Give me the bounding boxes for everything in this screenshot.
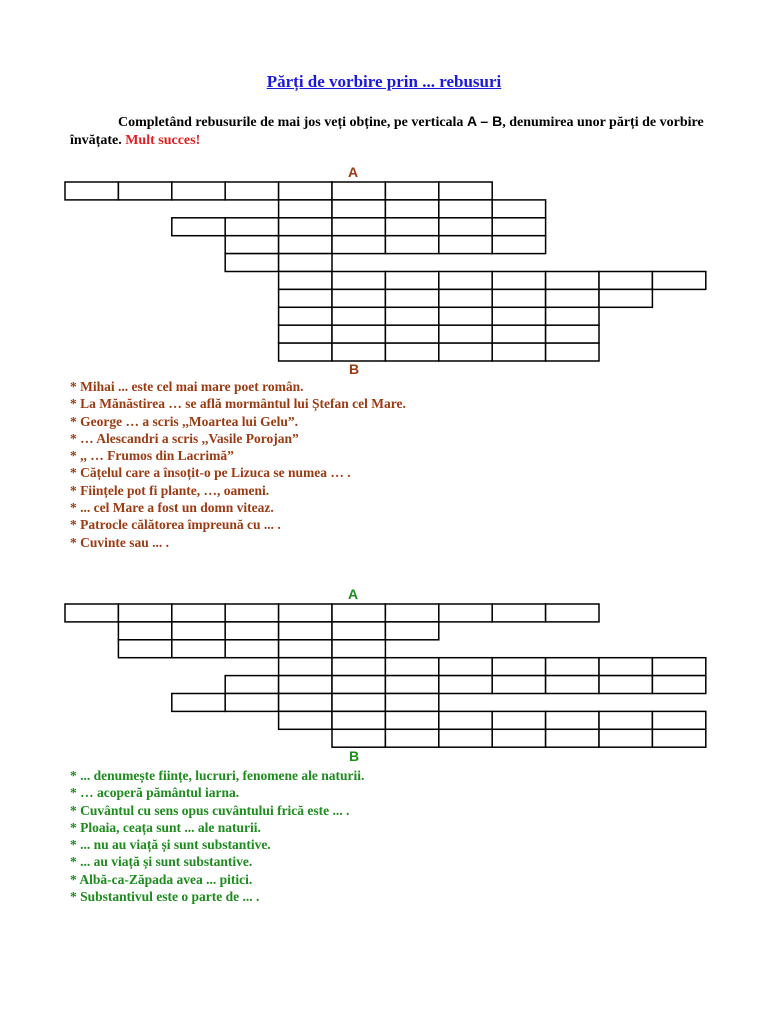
clue-item: * Ploaia, ceața sunt ... ale naturii. [70, 819, 261, 835]
clue-item: * Cuvântul cu sens opus cuvântului frică este ... . [70, 802, 350, 818]
grid-cell[interactable] [546, 658, 599, 676]
grid-cell[interactable] [385, 711, 438, 729]
grid-cell[interactable] [546, 729, 599, 747]
grid-cell[interactable] [225, 640, 278, 658]
puzzle2-label-a: A [348, 586, 359, 602]
grid-cell[interactable] [546, 711, 599, 729]
grid-cell[interactable] [279, 622, 332, 640]
grid-cell[interactable] [225, 604, 278, 622]
clue-item: * … acoperă pământul iarna. [70, 785, 240, 801]
grid-cell[interactable] [279, 711, 332, 729]
grid-cell[interactable] [439, 658, 492, 676]
grid-cell[interactable] [332, 729, 385, 747]
grid-cell[interactable] [652, 676, 705, 694]
clue-item: * Patrocle călătorea împreună cu ... . [70, 517, 281, 533]
grid-cell[interactable] [546, 676, 599, 694]
grid-cell[interactable] [599, 676, 652, 694]
grid-cell[interactable] [492, 711, 545, 729]
grid-cell[interactable] [279, 640, 332, 658]
grid-cell[interactable] [279, 676, 332, 694]
grid-cell[interactable] [65, 604, 118, 622]
clue-item: * ... nu au viață și sunt substantive. [70, 837, 271, 853]
clue-item: * ... denumește ființe, lucruri, fenomene ale naturii. [70, 768, 365, 783]
grid-cell[interactable] [492, 604, 545, 622]
page-title: Părți de vorbire prin ... rebusuri [266, 72, 502, 91]
puzzle1-label-b: B [349, 361, 360, 377]
grid-cell[interactable] [118, 604, 171, 622]
grid-cell[interactable] [599, 711, 652, 729]
encouragement: Mult succes! [125, 133, 201, 148]
grid-cell[interactable] [599, 729, 652, 747]
puzzle2-clues [70, 767, 364, 905]
grid-cell[interactable] [172, 604, 225, 622]
grid-cell[interactable] [385, 694, 438, 712]
grid-cell[interactable] [546, 604, 599, 622]
instructions-text-end: , denumirea unor părți de vorbire învățate. [70, 115, 704, 148]
grid-cell[interactable] [332, 622, 385, 640]
grid-cell[interactable] [439, 711, 492, 729]
clue-item: * … Alescandri a scris ,,Vasile Porojan” [70, 430, 299, 446]
grid-cell[interactable] [599, 658, 652, 676]
clue-item: * Ființele pot fi plante, …, oameni. [70, 482, 270, 498]
grid-cell[interactable] [279, 604, 332, 622]
grid-cell[interactable] [652, 711, 705, 729]
grid-cell[interactable] [385, 604, 438, 622]
grid-cell[interactable] [172, 694, 225, 712]
grid-cell[interactable] [439, 676, 492, 694]
grid-cell[interactable] [652, 658, 705, 676]
clue-item: * Cuvinte sau ... . [70, 534, 170, 550]
grid-cell[interactable] [492, 729, 545, 747]
clue-item: * La Mănăstirea … se află mormântul lui Ștefan cel Mare. [70, 396, 406, 412]
vertical-label: A – B [466, 113, 503, 129]
clue-item: * Substantivul este o parte de ... . [70, 889, 260, 905]
grid-cell[interactable] [332, 694, 385, 712]
clue-item: * ... au viață și sunt substantive. [70, 854, 253, 870]
grid-cell[interactable] [332, 604, 385, 622]
grid-cell[interactable] [385, 729, 438, 747]
grid-cell[interactable] [118, 622, 171, 640]
clue-item: * Mihai ... este cel mai mare poet român. [70, 379, 304, 394]
grid-cell[interactable] [385, 622, 438, 640]
clue-item: * Cățelul care a însoțit-o pe Lizuca se numea … . [70, 465, 351, 481]
clue-item: * Albă-ca-Zăpada avea ... pitici. [70, 871, 253, 887]
grid-cell[interactable] [652, 729, 705, 747]
grid-cell[interactable] [492, 676, 545, 694]
grid-cell[interactable] [332, 658, 385, 676]
puzzle1-label-a: A [348, 164, 359, 180]
grid-cell[interactable] [225, 622, 278, 640]
grid-cell[interactable] [332, 640, 385, 658]
grid-cell[interactable] [439, 604, 492, 622]
grid-cell[interactable] [385, 676, 438, 694]
grid-cell[interactable] [279, 694, 332, 712]
grid-cell[interactable] [279, 658, 332, 676]
clue-item: * George … a scris ,,Moartea lui Gelu”. [70, 413, 298, 429]
puzzle2-label-b: B [349, 748, 360, 764]
grid-cell[interactable] [118, 640, 171, 658]
grid-cell[interactable] [225, 676, 278, 694]
grid-cell[interactable] [332, 676, 385, 694]
grid-cell[interactable] [172, 622, 225, 640]
grid-cell[interactable] [439, 729, 492, 747]
grid-cell[interactable] [492, 658, 545, 676]
grid-cell[interactable] [332, 711, 385, 729]
instructions-text: Completând rebusurile de mai jos veți obține, pe verticala [118, 115, 464, 130]
grid-cell[interactable] [172, 640, 225, 658]
clue-item: * ,, … Frumos din Lacrimă” [70, 448, 234, 464]
clue-item: * ... cel Mare a fost un domn viteaz. [70, 500, 274, 516]
grid-cell[interactable] [385, 658, 438, 676]
grid-cell[interactable] [225, 694, 278, 712]
